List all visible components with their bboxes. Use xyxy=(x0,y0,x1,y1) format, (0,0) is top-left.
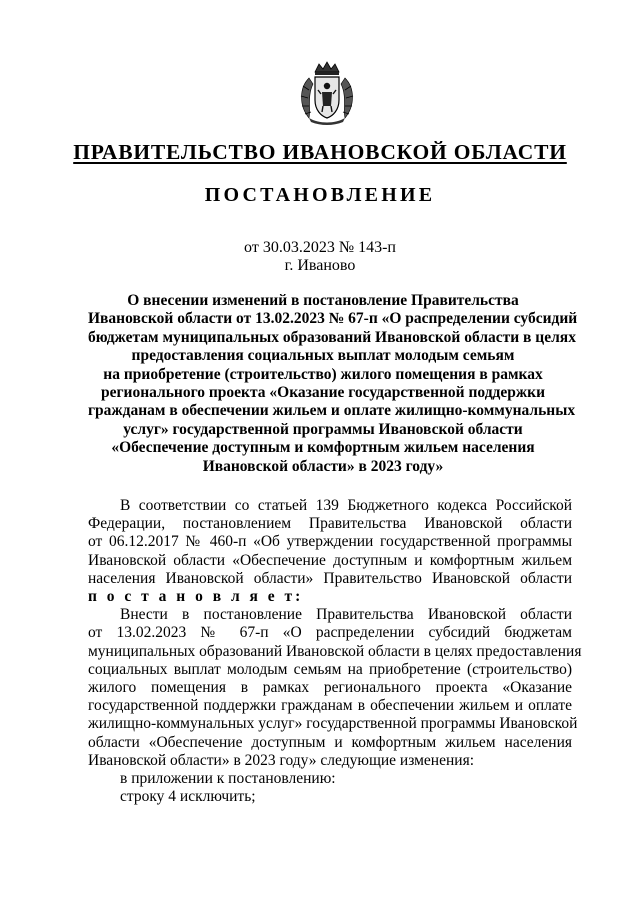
preamble-line: В соответствии со статьей 139 Бюджетного кодекса Российской xyxy=(120,497,572,514)
clause-line: муниципальных образований Ивановской области в целях предоставления xyxy=(88,642,582,660)
clause-line: от 13.02.2023 № 67-п «О распределении субсидий бюджетам xyxy=(88,624,572,642)
organization-name: ПРАВИТЕЛЬСТВО ИВАНОВСКОЙ ОБЛАСТИ xyxy=(73,140,567,164)
title-line: бюджетам муниципальных образований Ивановской области в целях xyxy=(88,328,576,346)
preamble-line: Ивановской области «Обеспечение доступным и комфортным жильем xyxy=(88,551,572,569)
document-body xyxy=(88,497,582,806)
preamble-line: населения Ивановской области» Правительство Ивановской области xyxy=(88,569,572,587)
clause-line: жилищно-коммунальных услуг» государственной программы Ивановской xyxy=(88,715,578,733)
clause-line: жилого помещения в рамках регионального проекта «Оказание xyxy=(88,679,572,697)
title-line: Ивановской области» в 2023 году» xyxy=(202,457,444,475)
title-line: Ивановской области от 13.02.2023 № 67-п «О распределении субсидий xyxy=(88,310,578,328)
coat-of-arms-icon xyxy=(295,60,359,126)
clause-line: Ивановской области» в 2023 году» следующие изменения: xyxy=(88,751,475,769)
document-title xyxy=(88,292,578,476)
clause-line: Внести в постановление Правительства Ивановской области xyxy=(120,606,572,624)
title-line: гражданам в обеспечении жильем и оплате жилищно-коммунальных xyxy=(88,402,576,420)
title-line: на приобретение (строительство) жилого помещения в рамках xyxy=(103,365,543,383)
title-line: «Обеспечение доступным и комфортным жильем населения xyxy=(111,439,535,457)
preamble-paragraph xyxy=(88,497,572,606)
decree-word: п о с т а н о в л я е т: xyxy=(88,588,304,606)
document-city: г. Иваново xyxy=(284,257,356,274)
title-line: регионального проекта «Оказание государственной поддержки xyxy=(100,384,545,402)
clause-line: социальных выплат молодым семьям на приобретение (строительство) xyxy=(88,660,572,678)
title-line: О внесении изменений в постановление Правительства xyxy=(127,292,519,309)
clause-line: области «Обеспечение доступным и комфортным жильем населения xyxy=(88,733,572,751)
change-item: в приложении к постановлению: xyxy=(120,770,336,788)
preamble-line: Федерации, постановлением Правительства Ивановской области xyxy=(88,515,572,533)
title-line: услуг» государственной программы Ивановской области xyxy=(123,420,523,438)
document-date-block xyxy=(0,239,640,275)
clause-paragraph xyxy=(88,606,582,770)
preamble-line: от 06.12.2017 № 460-п «Об утверждении государственной программы xyxy=(88,533,572,551)
title-line: предоставления социальных выплат молодым семьям xyxy=(131,347,515,365)
change-item: строку 4 исключить; xyxy=(120,788,256,806)
clause-line: государственной поддержки гражданам в обеспечении жильем и оплате xyxy=(88,697,572,715)
document-date-number: от 30.03.2023 № 143-п xyxy=(244,239,396,256)
document-type: ПОСТАНОВЛЕНИЕ xyxy=(204,184,436,206)
